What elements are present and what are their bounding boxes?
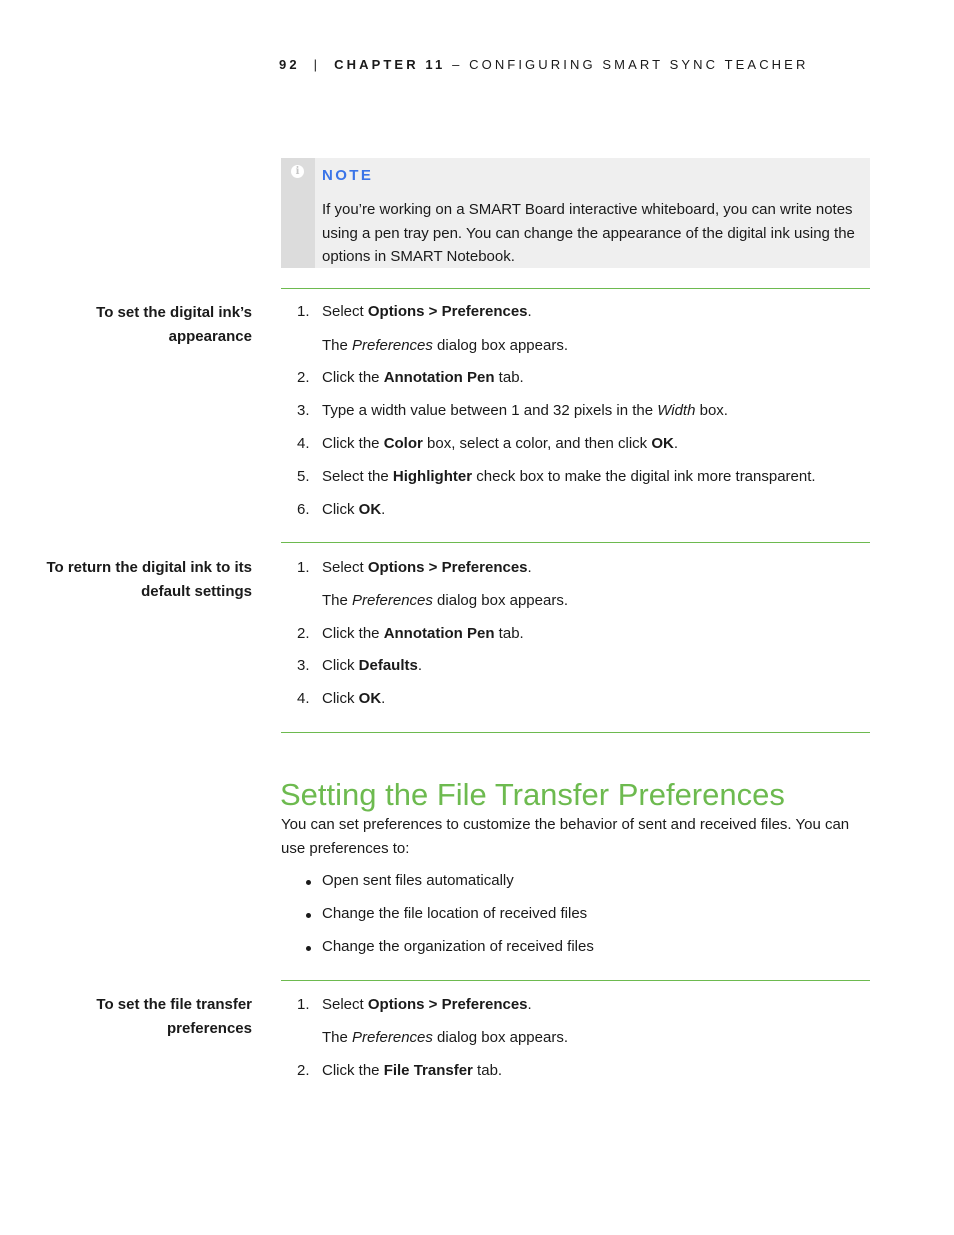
procedure-title: To set the digital ink’s appearance: [96, 304, 252, 345]
bullet-item: Open sent files automatically: [322, 872, 514, 889]
section-heading: Setting the File Transfer Preferences: [280, 777, 785, 812]
chapter-title: – CONFIGURING SMART SYNC TEACHER: [452, 57, 809, 72]
header-separator: |: [313, 57, 321, 72]
step-result: The Preferences dialog box appears.: [322, 592, 568, 609]
running-header: [279, 57, 808, 72]
note-sidebar: [281, 158, 315, 268]
bullet-item: Change the file location of received files: [322, 905, 588, 922]
note-text: If you’re working on a SMART Board interactive whiteboard, you can write notes using a pen tray pen. You can change the appearance of the digital ink using the options in SMART Notebook.: [322, 201, 855, 265]
step-result: The Preferences dialog box appears.: [322, 1029, 568, 1046]
divider: [281, 980, 870, 981]
divider: [281, 732, 870, 733]
page-number: 92: [279, 57, 300, 72]
divider: [281, 288, 870, 289]
chapter-label: CHAPTER 11: [334, 57, 446, 72]
step-result: The Preferences dialog box appears.: [322, 337, 568, 354]
section-intro: You can set preferences to customize the behavior of sent and received files. You can use preferences to:: [281, 816, 850, 857]
bullet-item: Change the organization of received files: [322, 938, 594, 955]
divider: [281, 542, 870, 543]
procedure-title: To return the digital ink to its default settings: [46, 559, 252, 600]
info-icon: i: [291, 165, 304, 178]
note-box: [281, 158, 870, 268]
note-title: NOTE: [322, 167, 374, 184]
procedure-title: To set the file transfer preferences: [96, 996, 252, 1037]
